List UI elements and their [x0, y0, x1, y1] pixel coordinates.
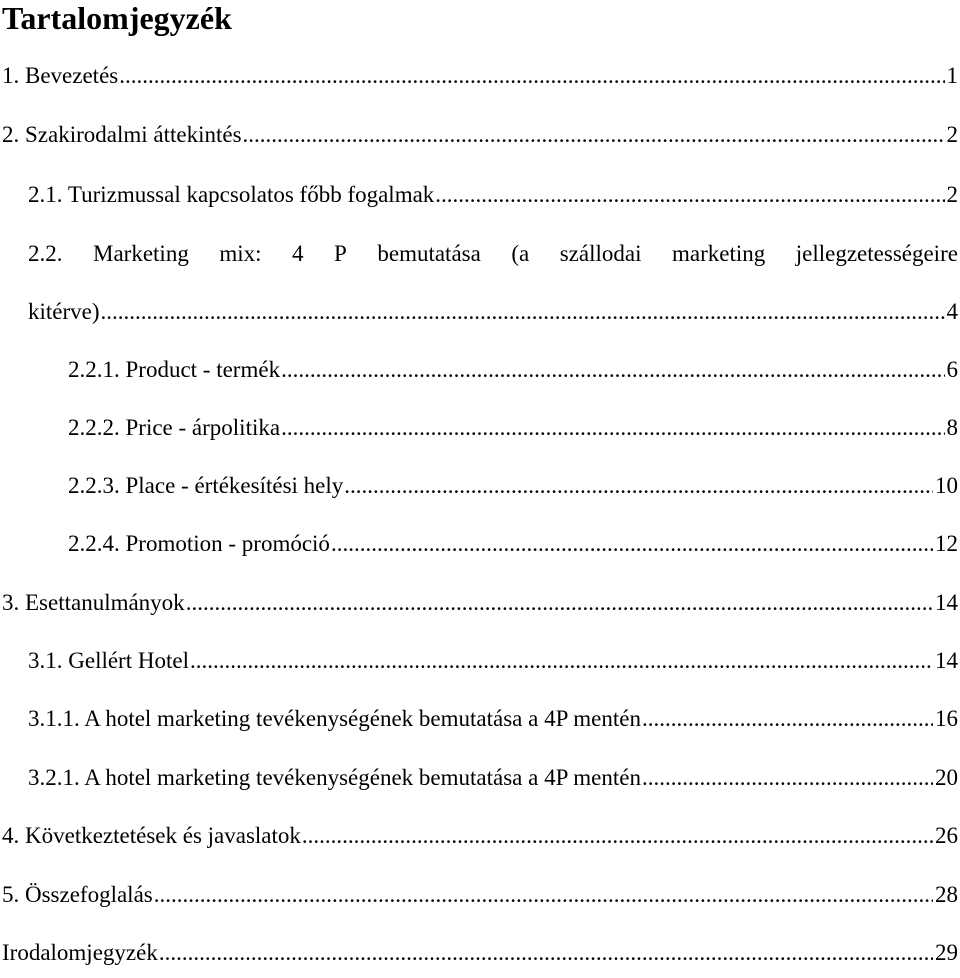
- toc-entry[interactable]: [0, 175, 960, 215]
- dot-leader: [186, 583, 933, 623]
- toc-entry-page-number: 6: [946, 357, 958, 382]
- toc-entry-word: mix:: [219, 241, 262, 266]
- toc-entry[interactable]: [0, 758, 960, 798]
- toc-entry-first-line: [28, 234, 958, 274]
- toc-entry[interactable]: [0, 933, 960, 973]
- toc-entry-page-number: 2: [946, 122, 958, 147]
- toc-entry-title: 4. Következtetések és javaslatok: [2, 823, 301, 848]
- dot-leader: [243, 115, 945, 155]
- toc-entry-title: 1. Bevezetés: [2, 63, 119, 88]
- dot-leader: [331, 524, 933, 564]
- dot-leader: [119, 56, 944, 96]
- dot-leader: [281, 408, 944, 448]
- toc-entry-word: 4: [292, 241, 304, 266]
- toc-entry-title: kitérve): [28, 299, 100, 324]
- toc-entry-word: marketing: [672, 241, 766, 266]
- toc-entry[interactable]: [0, 524, 960, 564]
- toc-entry-page-number: 14: [935, 648, 958, 673]
- dot-leader: [302, 816, 933, 856]
- toc-entry-word: (a: [511, 241, 530, 266]
- toc-entry-word: 2.2.: [28, 241, 63, 266]
- toc-entry-title: 2. Szakirodalmi áttekintés: [2, 122, 242, 147]
- toc-entry-page-number: 28: [935, 882, 958, 907]
- toc-entry-word: Marketing: [93, 241, 189, 266]
- toc-entry-page-number: 4: [946, 299, 958, 324]
- toc-entry-title: 3.2.1. A hotel marketing tevékenységének bemutatása a 4P mentén: [28, 765, 641, 790]
- toc-entry-title: 3. Esettanulmányok: [2, 590, 185, 615]
- toc-entry[interactable]: [0, 875, 960, 915]
- toc-entry-title: 3.1.1. A hotel marketing tevékenységének bemutatása a 4P mentén: [28, 706, 641, 731]
- toc-entry-title: 5. Összefoglalás: [2, 882, 153, 907]
- dot-leader: [281, 350, 944, 390]
- page-title: Tartalomjegyzék: [2, 0, 232, 36]
- dot-leader: [435, 175, 944, 215]
- toc-entry-title: 2.2.3. Place - értékesítési hely: [68, 473, 344, 498]
- toc-entry-title: 2.2.4. Promotion - promóció: [68, 531, 330, 556]
- dot-leader: [344, 466, 933, 506]
- toc-entry-page-number: 16: [935, 706, 958, 731]
- toc-entry-page-number: 26: [935, 823, 958, 848]
- toc-entry[interactable]: [0, 56, 960, 96]
- dot-leader: [159, 933, 933, 973]
- toc-entry-title: 2.2.2. Price - árpolitika: [68, 415, 281, 440]
- toc-entry[interactable]: [0, 115, 960, 155]
- dot-leader: [101, 292, 945, 332]
- toc-entry-page-number: 29: [935, 940, 958, 965]
- toc-entry-title: Irodalomjegyzék: [2, 940, 158, 965]
- toc-entry[interactable]: [0, 466, 960, 506]
- toc-entry[interactable]: [0, 292, 960, 332]
- toc-entry-page-number: 12: [935, 531, 958, 556]
- toc-entry-title: 2.2.1. Product - termék: [68, 357, 281, 382]
- toc-entry-page-number: 8: [946, 415, 958, 440]
- toc-entry[interactable]: [0, 699, 960, 739]
- toc-entry[interactable]: [0, 816, 960, 856]
- dot-leader: [190, 641, 933, 681]
- dot-leader: [642, 699, 933, 739]
- dot-leader: [642, 758, 933, 798]
- dot-leader: [154, 875, 933, 915]
- toc-entry[interactable]: [0, 583, 960, 623]
- toc-entry-page-number: 2: [946, 182, 958, 207]
- toc-entry-title: 2.1. Turizmussal kapcsolatos főbb fogalmak: [28, 182, 435, 207]
- toc-entry[interactable]: [0, 641, 960, 681]
- toc-entry-page-number: 10: [935, 473, 958, 498]
- toc-entry-word: szállodai: [559, 241, 642, 266]
- toc-entry-page-number: 14: [935, 590, 958, 615]
- toc-entry-page-number: 1: [946, 63, 958, 88]
- toc-entry[interactable]: [0, 350, 960, 390]
- toc-entry-page-number: 20: [935, 765, 958, 790]
- toc-entry-title: 3.1. Gellért Hotel: [28, 648, 189, 673]
- toc-entry-word: P: [334, 241, 347, 266]
- toc-entry-word: bemutatása: [377, 241, 481, 266]
- toc-entry-word: jellegzetességeire: [795, 241, 958, 266]
- toc-entry[interactable]: [0, 408, 960, 448]
